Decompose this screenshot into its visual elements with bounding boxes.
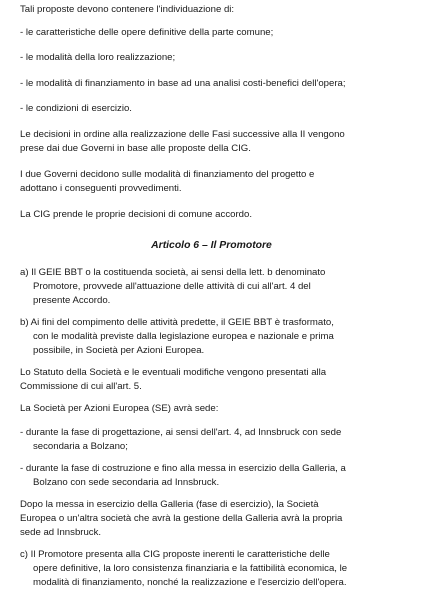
governments-line-2: adottano i conseguenti provvedimenti. bbox=[20, 183, 182, 194]
seat-construction-line-2: Bolzano con sede secondaria ad Innsbruck. bbox=[33, 477, 220, 488]
item-a-line-2: Promotore, provvede all'attuazione delle attività di cui all'art. 4 del bbox=[33, 281, 311, 292]
item-c-line-3: modalità di finanziamento, nonché la realizzazione e l'esercizio dell'opera. bbox=[33, 577, 347, 588]
item-c-line-1: c) Il Promotore presenta alla CIG proposte inerenti le caratteristiche delle bbox=[20, 549, 330, 560]
operation-line-3: sede ad Innsbruck. bbox=[20, 527, 102, 538]
operation-line-2: Europea o un'altra società che avrà la gestione della Galleria avrà la propria bbox=[20, 513, 343, 524]
cig-line: La CIG prende le proprie decisioni di comune accordo. bbox=[20, 209, 252, 220]
governments-line-1: I due Governi decidono sulle modalità di finanziamento del progetto e bbox=[20, 169, 315, 180]
list-item-realization: - le modalità della loro realizzazione; bbox=[20, 52, 176, 63]
item-b-line-1: b) Ai fini del compimento delle attività predette, il GEIE BBT è trasformato, bbox=[20, 317, 334, 328]
statute-line-1: Lo Statuto della Società e le eventuali modifiche vengono presentati alla bbox=[20, 367, 327, 378]
list-item-conditions: - le condizioni di esercizio. bbox=[20, 103, 132, 114]
seat-design-line-2: secondaria a Bolzano; bbox=[33, 441, 128, 452]
article-heading: Articolo 6 – Il Promotore bbox=[151, 240, 272, 251]
decisions-line-2: prese dai due Governi in base alle proposte della CIG. bbox=[20, 143, 251, 154]
item-b-line-2: con le modalità previste dalla legislazione europea e nazionale e prima bbox=[33, 331, 334, 342]
item-a-line-3: presente Accordo. bbox=[33, 295, 111, 306]
item-c-line-2: opere definitive, la loro consistenza finanziaria e la fattibilità economica, le bbox=[33, 563, 348, 574]
list-item-characteristics: - le caratteristiche delle opere definitive della parte comune; bbox=[20, 27, 274, 38]
operation-line-1: Dopo la messa in esercizio della Galleria (fase di esercizio), la Società bbox=[20, 499, 319, 510]
statute-line-2: Commissione di cui all'art. 5. bbox=[20, 381, 142, 392]
seat-design-line-1: - durante la fase di progettazione, ai sensi dell'art. 4, ad Innsbruck con sede bbox=[20, 427, 342, 438]
intro-line: Tali proposte devono contenere l'individuazione di: bbox=[20, 4, 235, 15]
seat-construction-line-1: - durante la fase di costruzione e fino alla messa in esercizio della Galleria, a bbox=[20, 463, 346, 474]
decisions-line-1: Le decisioni in ordine alla realizzazione delle Fasi successive alla II vengono bbox=[20, 129, 345, 140]
list-item-financing: - le modalità di finanziamento in base ad una analisi costi-benefici dell'opera; bbox=[20, 78, 346, 89]
se-intro-line: La Società per Azioni Europea (SE) avrà sede: bbox=[20, 403, 219, 414]
item-a-line-1: a) Il GEIE BBT o la costituenda società, ai sensi della lett. b denominato bbox=[20, 267, 326, 278]
item-b-line-3: possibile, in Società per Azioni Europea. bbox=[33, 345, 205, 356]
